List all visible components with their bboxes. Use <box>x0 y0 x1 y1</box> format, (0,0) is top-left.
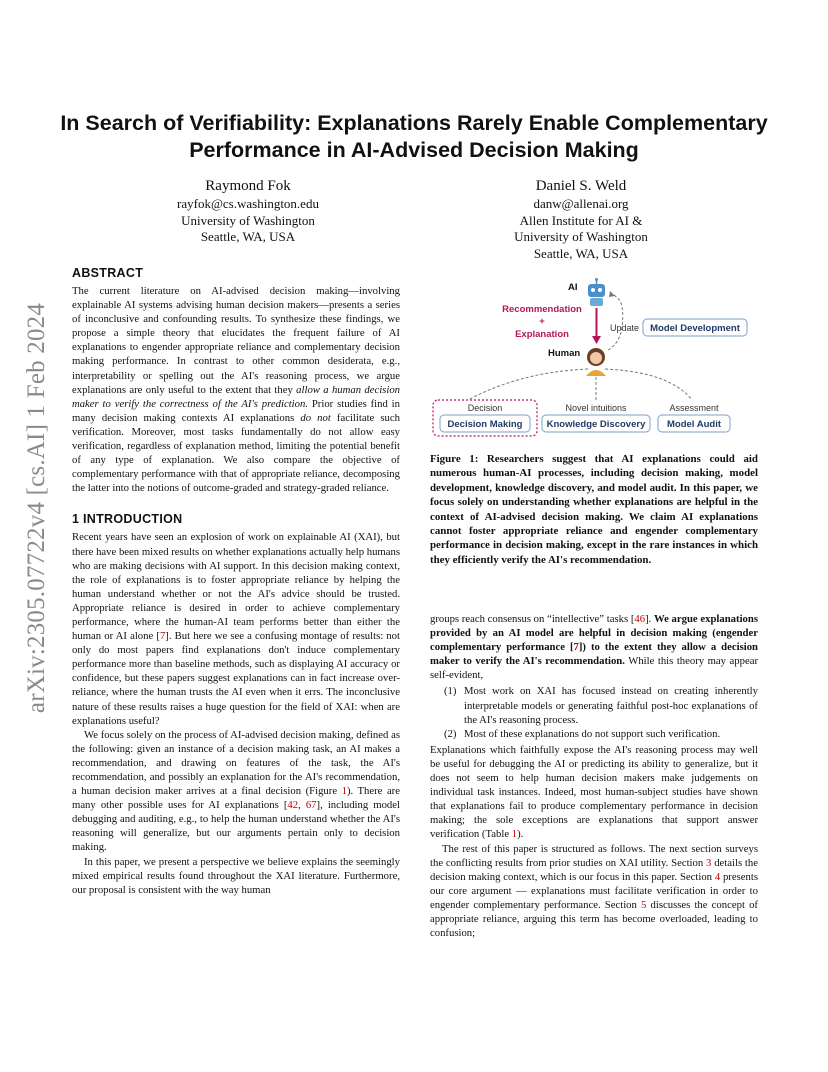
argument-list <box>430 684 758 740</box>
right-column <box>430 612 758 940</box>
ai-label: AI <box>568 282 578 293</box>
arxiv-identifier <box>6 298 68 718</box>
thesis-statement: ]) to the extent they allow a decision maker to verify the AI's recommendation. <box>430 641 758 668</box>
figure-reference-link[interactable]: 1 <box>341 785 347 798</box>
abstract-heading: ABSTRACT <box>72 266 144 280</box>
paper-title: In Search of Verifiability: Explanations Rarely Enable Complementary Performance in AI-Advised Decision Making <box>60 111 768 162</box>
body-text: ). <box>517 828 524 841</box>
update-label: Update <box>610 323 640 333</box>
author-affiliation: University of Washington <box>181 212 315 228</box>
author-location: Seattle, WA, USA <box>200 229 296 244</box>
body-text: discusses the concept of appropriate reliance, arguing this term has become overloaded, leading to confusion; <box>430 898 758 940</box>
human-icon <box>586 348 606 376</box>
explanation-label: Explanation <box>515 329 569 340</box>
decision-making-label: Decision Making <box>447 419 523 430</box>
section-reference-link[interactable]: 3 <box>706 856 712 869</box>
thesis-statement: We argue explanations provided by an AI model are helpful in decision making (engender complementary performance [ <box>430 613 758 654</box>
update-path <box>608 294 623 350</box>
body-text: While this theory may appear self-evident, <box>430 655 759 682</box>
intro-text: ]. But here we see a confusing montage of results: not only do most papers find explanations don't induce complementary performance more than baseline methods, such as displaying AI accuracy or confidence, but these papers suggest explanations can in fact increase over-reliance, where the human trusts the AI even when it errs. The inconclusive nature of these results raises a huge question for the field of XAI: when are explanations useful? <box>72 630 400 727</box>
body-text: The rest of this paper is structured as follows. The next section surveys the conflicting results from prior studies on XAI utility. Section <box>430 842 758 869</box>
abstract-emphasis: do not <box>300 411 331 424</box>
abstract-text: facilitate such verification. Moreover, most tasks fundamentally do not allow easy verification, regardless of explanation method, limiting the potential benefit of any type of explanation. We also compare the objective of complementary performance with that of appropriate reliance, decomposing the latter into the notions of outcome-graded and strategy-graded reliance. <box>72 411 400 495</box>
author-email: rayfok@cs.washington.edu <box>177 196 319 211</box>
list-item <box>430 727 758 741</box>
recommendation-label: Recommendation <box>502 304 582 315</box>
knowledge-discovery-label: Knowledge Discovery <box>546 419 646 430</box>
body-text: groups reach consensus on “intellective” tasks [ <box>430 613 635 625</box>
model-audit-label: Model Audit <box>667 419 721 430</box>
plus-sign: + <box>539 316 545 327</box>
figure-1 <box>430 276 760 440</box>
author-name: Raymond Fok <box>205 178 291 194</box>
body-text: Explanations which faithfully expose the AI's reasoning process may well be useful for debugging the AI or predicting its ability to generalize, but it does not seem to help human decision makers make judgements on individual task instances. Indeed, most human-subject studies have shown that explanations fail to produce complementary performance in decision making; the sole exceptions are explanations that support answer verification (Table <box>430 743 758 841</box>
section-reference-link[interactable]: 5 <box>641 898 647 911</box>
citation-link[interactable]: 7 <box>573 641 579 654</box>
citation-link[interactable]: 46 <box>634 613 646 625</box>
list-number: (1) <box>444 685 457 698</box>
assessment-path <box>605 369 692 400</box>
abstract-body <box>72 284 400 495</box>
abstract-text: Prior studies find in many decision making contexts AI explanations <box>72 397 400 424</box>
body-text: details the decision making context, which is our focus in this paper. Section <box>430 856 758 883</box>
arrow-head <box>592 336 601 344</box>
list-number: (2) <box>444 727 457 740</box>
list-text: Most of these explanations do not support such verification. <box>464 727 721 740</box>
introduction-body <box>72 530 400 896</box>
body-text: ]. <box>645 613 655 625</box>
novel-intuitions-label: Novel intuitions <box>565 403 627 413</box>
list-text: Most work on XAI has focused instead on creating inherently interpretable models or generating faithful post-hoc explanations of the AI's reasoning process. <box>464 685 758 726</box>
intro-text: ], including model debugging and auditing, e.g., to help the human understand whether the AI's reasoning will generalize, but our arguments pertain only to decision making. <box>72 799 400 854</box>
figure-caption: Figure 1: Researchers suggest that AI explanations could aid numerous human-AI processes, including decision making, model development, knowledge discovery, and model audit. In this paper, we focus solely on understanding whether explanations are helpful in the context of AI-advised decision making. We claim AI explanations cannot foster appropriate reliance and engender complementary performance in decision making, except in the rare instances in which they efficiently verify the AI's recommendation. <box>430 453 758 566</box>
introduction-heading: 1 INTRODUCTION <box>72 512 183 527</box>
author-block-2 <box>481 176 681 262</box>
abstract-text: The current literature on AI-advised decision making—involving explainable AI systems advising human decision makers—presents a series of inconclusive and confounding results. To synthesize these findings, we propose a simple theory that elucidates the frequent failure of AI explanations to engender appropriate reliance and complementary decision making performance. In contrast to other common desiderata, e.g., interpretability or spelling out the AI's reasoning process, we argue explanations are only useful to the extent that they <box>72 285 400 396</box>
author-location: Seattle, WA, USA <box>533 245 629 261</box>
author-name: Daniel S. Weld <box>535 178 627 194</box>
author-block-1 <box>148 176 348 246</box>
assessment-label: Assessment <box>669 403 719 413</box>
intro-text: Recent years have seen an explosion of work on explainable AI (XAI), but there have been mixed results on whether explanations actually help humans who are making decisions with AI support. In this decision making context, the role of explanations is to foster appropriate reliance by helping the human understand whether or not the AI's advice should be trusted. Appropriate reliance is desired in order to achieve complementary performance, where the human-AI team performs better than either the human or AI alone [ <box>72 531 400 643</box>
author-affiliation: Allen Institute for AI & <box>519 212 643 228</box>
intro-text: We focus solely on the process of AI-advised decision making, defined as the following: given an instance of a decision making task, an AI makes a recommendation, and drawing on features of the task, the AI's recommendation, and possibly an explanation for the AI's recommendation, a human decision maker arrives at a final decision (Figure <box>72 728 400 798</box>
list-item <box>430 684 758 726</box>
citation-link[interactable]: 67 <box>305 799 317 812</box>
robot-icon <box>588 278 605 306</box>
abstract-emphasis: allow a human decision maker to verify the correctness of the AI's prediction. <box>72 383 401 410</box>
update-arrowhead <box>609 291 615 297</box>
intro-text: In this paper, we present a perspective we believe explains the seemingly mixed empirical results found throughout the XAI literature. Furthermore, our proposal is consistent with the way human <box>72 855 400 896</box>
model-development-label: Model Development <box>650 323 740 334</box>
separator: , <box>298 799 306 812</box>
author-affiliation: University of Washington <box>514 229 648 244</box>
arxiv-identifier-text: arXiv:2305.07722v4 [cs.AI] 1 Feb 2024 <box>23 302 50 714</box>
figure-diagram <box>430 276 760 440</box>
decision-small-label: Decision <box>467 403 503 413</box>
decision-path <box>468 369 588 400</box>
left-column <box>72 266 400 897</box>
author-email: danw@allenai.org <box>533 196 629 211</box>
intro-text: ). There are many other possible uses for AI explanations [ <box>72 785 400 812</box>
human-label: Human <box>548 348 581 359</box>
section-reference-link[interactable]: 4 <box>714 870 721 883</box>
citation-link[interactable]: 7 <box>159 630 166 643</box>
citation-link[interactable]: 42 <box>287 799 299 812</box>
body-text: presents our core argument — explanations must facilitate verification in order to engender complementary performance. Section <box>430 870 758 911</box>
table-reference-link[interactable]: 1 <box>511 828 518 841</box>
